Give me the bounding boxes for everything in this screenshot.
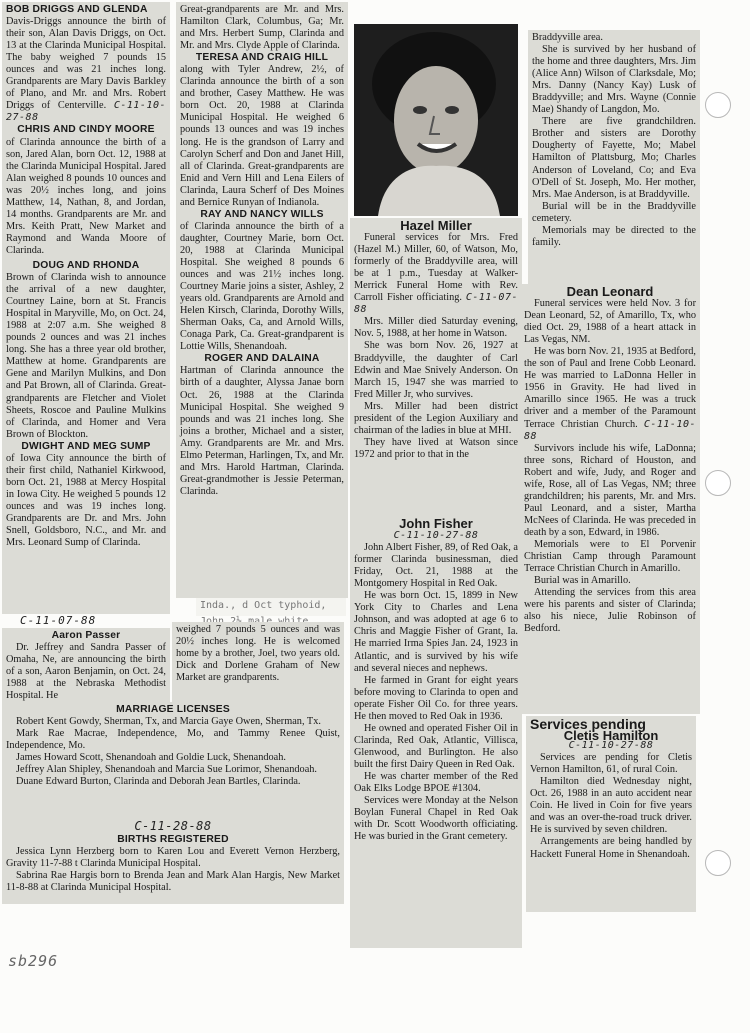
miller-obituary-continued — [528, 30, 700, 284]
braddy-paragraph: Burial will be in the Braddyville cemetery. — [532, 200, 696, 224]
birth-record: Sabrina Rae Hargis born to Brenda Jean and Mark Alan Hargis, New Market 11-8-88 at Clarinda Municipal Hospital. — [6, 870, 340, 894]
birth-record: Jessica Lynn Herzberg born to Karen Lou and Everett Vernon Herzberg, Gravity 11-7-88 t Clarinda Municipal Hospital. — [6, 846, 340, 870]
leonard-handwritten-note: C-11-10-88 — [524, 418, 697, 442]
marriage-licenses-clip — [2, 702, 344, 824]
binder-hole — [705, 850, 731, 876]
services-pending-heading: Services pending — [530, 716, 646, 732]
passer-clip-left — [2, 628, 170, 702]
leonard-paragraph: Burial was in Amarillo. — [534, 575, 631, 587]
passer-body: Dr. Jeffrey and Sandra Passer of Omaha, Ne, are announcing the birth of a son, Aaron Benjamin, on Oct. 24, 1988 at the Nebraska Methodist Hospital. He — [6, 642, 166, 702]
passer-body-continued: weighed 7 pounds 5 ounces and was 20½ inches long. He is welcomed home by a brother, Joel, two years old. Dick and Dorlene Graham of New Market are grandparents. — [176, 624, 340, 684]
driggs-body: Davis-Driggs announce the birth of their son, Alan Davis Driggs, on Oct. 13 at the Clarinda Municipal Hospital. The baby weighed 7 pounds 15 ounces and was 21 inches long. Grandparents are Mary Davis Barkley of Plano, and Mr. and Mrs. Robert Driggs of Centerville. C-11-10-27-88 — [6, 16, 167, 124]
births-column-1 — [2, 2, 170, 614]
hill-heading: TERESA AND CRAIG HILL — [195, 52, 329, 64]
hamilton-paragraph: Hamilton died Wednesday night, Oct. 26, 1988 in an auto accident near Coin. He lived in Coin for five years and was an over-the-road truck driver. He is survived by seven children. — [530, 776, 692, 836]
typed-record-text: Inda., d Oct typhoid, — [200, 600, 327, 611]
fisher-paragraph: He farmed in Grant for eight years before moving to Clarinda to open and operate Fisher Oil Co. for three years. He then moved to Red Oak in 1936. — [354, 674, 518, 722]
miller-paragraph: Mrs. Miller died Saturday evening, Nov. 5, 1988, at her home in Watson. — [354, 316, 518, 340]
miller-paragraph: She was born Nov. 26, 1927 at Braddyville, the daughter of Carl Edwin and Mae Snively Anderson. On March 15, 1947 she was married to Fred Miller Jr, who survives. — [354, 340, 518, 400]
hamilton-paragraph: Arrangements are being handled by Hackett Funeral Home in Shenandoah. — [530, 836, 692, 860]
dean-leonard-obituary — [520, 284, 700, 714]
typed-record-strip — [196, 598, 346, 616]
leonard-name: Dean Leonard — [566, 284, 654, 299]
sump-heading: DWIGHT AND MEG SUMP — [21, 440, 151, 452]
sump-body: of Iowa City announce the birth of their first child, Nathaniel Kirkwood, born Oct. 21, 1988 at Mercy Hospital in Iowa City. He weighed 5 pounds 12 ounces and was 19 inches long. Grandparents are Dr. and Mrs. John Snell, Goldsboro, N.C., and Mr. and Mrs. Leonard Sump of Clarinda. — [6, 452, 166, 549]
binder-hole — [705, 92, 731, 118]
license-item: Jeffrey Alan Shipley, Shenandoah and Marcia Sue Lorimor, Shenandoah. — [16, 764, 317, 776]
miller-paragraph: Funeral services for Mrs. Fred (Hazel M.) Miller, 60, of Watson, Mo, formerly of the Braddyville area, will be at 1 p.m., Tuesday at Walker-Merrick Funeral Home with Rev. Carroll Fisher officiating. C-11-07-88 — [354, 232, 518, 316]
page-label: sb296 — [8, 952, 59, 970]
fisher-paragraph: Services were Monday at the Nelson Boylan Funeral Chapel in Red Oak with Dr. Scott Woodworth officiating. He was buried in the Grant cemetery. — [354, 795, 518, 843]
braddy-paragraph: There are five grandchildren. Brother and sisters are Dorothy Dougherty of Fayette, Mo; Mabel Hamilton of Plattsburg, Mo; Charles Anderson of Loveland, Co; and Eva O'Dell of St. Joseph, Mo. Her mother, Mrs. Mae Anderson, is at Braddyville. — [532, 116, 696, 200]
moore-heading: CHRIS AND CINDY MOORE — [17, 124, 155, 136]
license-item: Robert Kent Gowdy, Sherman, Tx, and Marcia Gaye Owen, Sherman, Tx. — [16, 716, 321, 728]
hamilton-name: Cletis Hamilton — [563, 728, 659, 744]
wills-heading: RAY AND NANCY WILLS — [200, 208, 324, 220]
miller-paragraph: They have lived at Watson since 1972 and prior to that in the — [354, 436, 518, 460]
miller-paragraph: Mrs. Miller had been district president of the Legion Auxiliary and chairman of the ladies in blue at MHI. — [354, 400, 518, 436]
binder-hole — [705, 470, 731, 496]
col2-intro: Great-grandparents are Mr. and Mrs. Hamilton Clark, Columbus, Ga; Mr. and Mrs. Herbert Sump, Clarinda and Mr. and Mrs. Clyde Apple of Clarinda. — [180, 4, 344, 52]
passer-heading: Aaron Passer — [51, 630, 121, 641]
license-item: Mark Rae Macrae, Independence, Mo, and Tammy Renee Quist, Independence, Mo. — [6, 728, 340, 752]
fisher-paragraph: He owned and operated Fisher Oil in Clarinda, Red Oak, Atlantic, Villisca, Glenwood, and Burlington. He also built the first Dairy Queen in Red Oak. — [354, 722, 518, 770]
braddy-paragraph: Memorials may be directed to the family. — [532, 224, 696, 248]
hazel-miller-obituary — [350, 218, 522, 520]
leonard-paragraph: Survivors include his wife, LaDonna; three sons, Richard of Houston, and Robert and wife, Judy, and Roger and wife, Rose, all of Las Vegas, NM; three grandchildren; his parents, Mr. and Mrs. Paul Leonard, and a sister, Martha McNees of Clarinda. He was preceded in death by a son, Edward, in 1986. — [524, 442, 696, 538]
leonard-paragraph: Memorials were to El Porvenir Christian Camp through Paramount Terrace Christian Church in Amarillo. — [524, 538, 696, 575]
hartman-body: Hartman of Clarinda announce the birth of a daughter, Alyssa Janae born Oct. 26, 1988 at the Clarinda Municipal Hospital. She weighed 9 pounds and was 21 inches long. She joins a brother, Michael and a sister, Amy. Grandparents are Mr. and Mrs. Elmo Peterman, Harlingen, Tx, and Mr. and Mrs. Harold Hartman, Clarinda. Great-grandmother is Jessie Peterman, Clarinda. — [180, 365, 344, 497]
miller-name: Hazel Miller — [400, 218, 472, 233]
license-item: James Howard Scott, Shenandoah and Goldie Luck, Shenandoah. — [16, 752, 286, 764]
portrait-illustration — [354, 24, 518, 216]
moore-body: of Clarinda announce the birth of a son, Jared Alan, born Oct. 12, 1988 at the Clarinda Municipal Hospital. Jared Alan weighed 8 pounds 10 ounces and was 20½ inches long, and joins Matthew, 14, Nathan, 8, and Jordan, 14 months. Grandparents are Mr. and Mrs. Keith Pratt, New Market and Raymond and Wanda Moore of Clarinda. — [6, 136, 166, 256]
hazel-miller-portrait — [354, 24, 518, 216]
miller-handwritten-note: C-11-07-88 — [354, 292, 518, 316]
braddy-paragraph: Braddyville area. — [532, 32, 603, 43]
fisher-name: John Fisher — [399, 516, 473, 531]
licenses-heading: MARRIAGE LICENSES — [116, 704, 230, 715]
passer-handwritten-note: C-11-07-88 — [20, 614, 97, 627]
leonard-paragraph: Attending the services from this area were his parents and sister of Clarinda; also his niece, Julie Robinson of Bedford. — [524, 587, 696, 635]
hamilton-handwritten-note: C-11-10-27-88 — [568, 740, 654, 752]
brown-body: Brown of Clarinda wish to announce the arrival of a new daughter, Courtney Laine, born at St. Francis Hospital in Maryville, Mo, on Oct. 24, 1988 at 2:07 a.m. She weighed 8 pounds 2 ounces and was 21 inches long. She has a three year old brother, Matthew at home. Grandparents are Gene and Marilyn Mulkins, and Don and Pat Brown, all of Clarinda. Great-grandparents are Fletcher and Violet Sheets, Roscoe and Pauline Mulkins of Clarinda, and Homer and Vera Brown of Blockton. — [6, 272, 166, 440]
leonard-paragraph: Funeral services were held Nov. 3 for Dean Leonard, 52, of Amarillo, Tx, who died Oct. 29, 1988 of a heart attack in Las Vegas, NM. — [524, 298, 696, 346]
john-fisher-obituary — [350, 516, 522, 948]
brown-heading: DOUG AND RHONDA — [32, 259, 140, 271]
hill-body: along with Tyler Andrew, 2½, of Clarinda announce the birth of a son and brother, Casey Matthew. He was born Oct. 20, 1988 at Clarinda Municipal Hospital. He weighed 6 pounds 13 ounces and was 19 inches long. He is the grandson of Larry and Carolyn Scherf and Don and Janet Hill, all of Clarinda. Great-grandparents are Enid and Vern Hill and Lena Eilers of Clarinda, Laura Scherf of Des Moines and Bernice Runyan of Indianola. — [180, 64, 344, 208]
driggs-heading: BOB DRIGGS AND GLENDA — [6, 4, 148, 15]
wills-body: of Clarinda announce the birth of a daughter, Courtney Marie, born Oct. 20, 1988 at Clarinda Municipal Hospital. She weighed 8 pounds 6 ounces and was 21½ inches long. Courtney Marie joins a sister, Ashley, 2 years old. Grandparents are Arnold and Helen Kirsch, Clarinda, Dorothy Wills, Sherman Oaks, Ca, and Arnold Wills, Conaga Park, Ca. Great-grandparent is Lottie Wills, Shenandoah. — [180, 220, 344, 353]
fisher-handwritten-note: C-11-10-27-88 — [393, 530, 479, 542]
hamilton-paragraph: Services are pending for Cletis Vernon Hamilton, 61, of rural Coin. — [530, 752, 692, 776]
births-registered-clip — [2, 818, 344, 904]
cletis-hamilton-notice — [526, 716, 696, 912]
fisher-paragraph: He was born Oct. 15, 1899 in New York City to Charles and Lena Johnson, and was adopted at age 6 to Chris and Maggie Fisher of Grant, Ia. He married Irma Spies Jan. 24, 1923 in Atlantic, and is survived by his wife and several nieces and nephews. — [354, 590, 518, 674]
births-registered-heading: BIRTHS REGISTERED — [117, 834, 229, 846]
births-column-2 — [176, 2, 348, 598]
fisher-paragraph: He was charter member of the Red Oak Elks Lodge BPOE #1304. — [354, 770, 518, 795]
license-item: Duane Edward Burton, Clarinda and Deborah Jean Bartles, Clarinda. — [16, 776, 301, 788]
passer-clip-right — [172, 622, 344, 702]
hartman-heading: ROGER AND DALAINA — [204, 353, 320, 365]
leonard-paragraph: He was born Nov. 21, 1935 at Bedford, the son of Paul and Irene Cobb Leonard. He was married to LaDonna Heller in 1956 in Gravity. He had lived in Amarillo since 1965. He was a truck driver and a member of the Paramount Terrace Christian Church. C-11-10-88 — [524, 346, 697, 442]
braddy-paragraph: She is survived by her husband of the home and three daughters, Mrs. Jim (Alice Ann) Wilson of Clarksdale, Mo; Mrs. Danny (Nancy Kay) Lusk of Braddyville; and Mrs. Wayne (Connie Mae) Shandy of Langdon, Mo. — [532, 44, 696, 116]
births-handwritten-note: C-11-28-88 — [134, 819, 212, 833]
fisher-paragraph: John Albert Fisher, 89, of Red Oak, a former Clarinda businessman, died Friday, Oct. 21, 1988 at the Montgomery Hospital in Red Oak. — [354, 542, 518, 590]
driggs-handwritten-note: C-11-10-27-88 — [6, 100, 167, 124]
